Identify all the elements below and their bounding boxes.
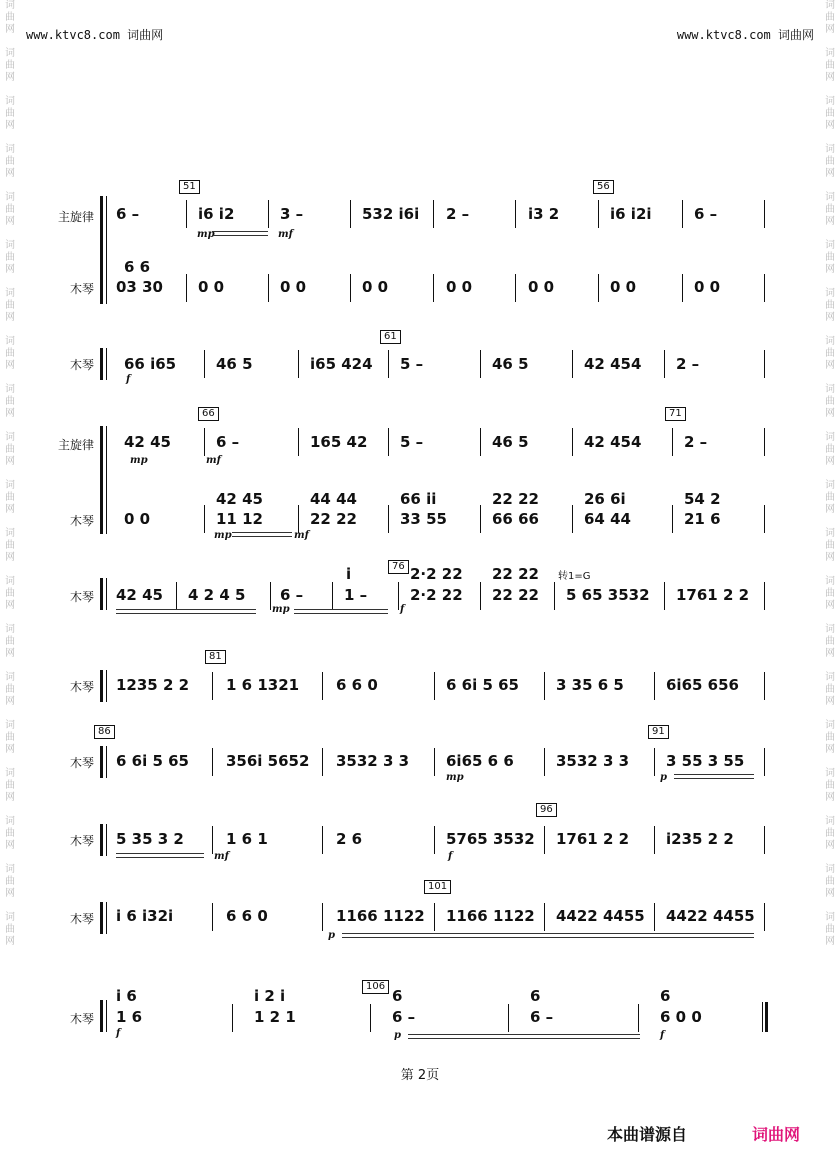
muqin-cell: 2 – xyxy=(676,355,700,373)
muqin-cell: i65 424 xyxy=(310,355,373,373)
dynamic-mark: mf xyxy=(214,851,229,862)
muqin-cell-upper: i 2 i xyxy=(254,987,286,1005)
dynamic-mark: f xyxy=(116,1028,121,1039)
muqin-cell: 66 66 xyxy=(492,510,539,528)
barline xyxy=(672,505,673,533)
barline xyxy=(388,505,389,533)
barline xyxy=(672,428,673,456)
barline xyxy=(764,505,765,533)
barline xyxy=(654,748,655,776)
page-number: 第 2页 xyxy=(400,1068,440,1083)
barline xyxy=(572,350,573,378)
barline xyxy=(186,200,187,228)
muqin-cell: 6 – xyxy=(530,1008,554,1026)
barline xyxy=(434,826,435,854)
instrument-label-muqin: 木琴 xyxy=(69,1012,94,1026)
muqin-cell-upper: 54 2 xyxy=(684,490,721,508)
dynamic-mark: mp xyxy=(446,772,464,783)
barline xyxy=(212,672,213,700)
muqin-cell-upper: i 6 xyxy=(116,987,137,1005)
crescendo-hairpin xyxy=(232,532,292,537)
melody-cell: i3 2 xyxy=(528,205,560,223)
muqin-cell: 4422 4455 xyxy=(556,907,645,925)
melody-cell: 42 454 xyxy=(584,433,642,451)
muqin-cell: 5765 3532 xyxy=(446,830,535,848)
muqin-cell-upper: 2·2 22 xyxy=(410,565,463,583)
muqin-cell: 1 2 1 xyxy=(254,1008,296,1026)
melody-cell: 6 – xyxy=(216,433,240,451)
system-bracket xyxy=(100,348,103,380)
muqin-cell: 1761 2 2 xyxy=(556,830,630,848)
barline xyxy=(332,582,333,610)
muqin-cell: 1 – xyxy=(344,586,368,604)
muqin-cell: 0 0 xyxy=(362,278,389,296)
measure-number: 91 xyxy=(648,725,669,739)
muqin-cell-upper: i xyxy=(346,565,352,583)
barline xyxy=(598,274,599,302)
barline xyxy=(268,200,269,228)
barline xyxy=(388,350,389,378)
barline xyxy=(654,672,655,700)
barline xyxy=(544,672,545,700)
muqin-cell: 0 0 xyxy=(124,510,151,528)
muqin-cell: 4 2 4 5 xyxy=(188,586,246,604)
dynamic-mark: mf xyxy=(206,455,221,466)
melody-cell: 532 i6i xyxy=(362,205,420,223)
crescendo-hairpin xyxy=(294,609,388,614)
muqin-cell: 0 0 xyxy=(610,278,637,296)
barline xyxy=(480,505,481,533)
system-bracket xyxy=(100,670,103,702)
muqin-cell: 1 6 1 xyxy=(226,830,268,848)
system-bracket xyxy=(100,824,103,856)
barline xyxy=(370,1004,371,1032)
barline xyxy=(515,200,516,228)
muqin-cell: 11 12 xyxy=(216,510,263,528)
muqin-cell: i235 2 2 xyxy=(666,830,734,848)
instrument-label-muqin: 木琴 xyxy=(69,358,94,372)
barline xyxy=(544,903,545,931)
barline xyxy=(212,826,213,854)
melody-cell: 5 – xyxy=(400,433,424,451)
muqin-cell: 46 5 xyxy=(216,355,253,373)
barline xyxy=(764,748,765,776)
barline xyxy=(764,200,765,228)
muqin-cell: 42 454 xyxy=(584,355,642,373)
melody-cell: 6 – xyxy=(116,205,140,223)
muqin-cell: 42 45 xyxy=(116,586,163,604)
instrument-label-muqin: 木琴 xyxy=(69,590,94,604)
muqin-cell: 22 22 xyxy=(310,510,357,528)
barline xyxy=(322,903,323,931)
muqin-cell: 22 22 xyxy=(492,586,539,604)
muqin-cell: 1235 2 2 xyxy=(116,676,190,694)
muqin-cell: 6 6 0 xyxy=(336,676,378,694)
barline xyxy=(598,200,599,228)
muqin-cell: 6 – xyxy=(280,586,304,604)
measure-number: 51 xyxy=(179,180,200,194)
barline xyxy=(572,505,573,533)
melody-cell: 6 – xyxy=(694,205,718,223)
muqin-cell-upper: 22 22 xyxy=(492,565,539,583)
muqin-cell: 1761 2 2 xyxy=(676,586,750,604)
barline xyxy=(204,428,205,456)
dynamic-mark: f xyxy=(448,851,453,862)
crescendo-hairpin xyxy=(408,1034,640,1039)
barline xyxy=(186,274,187,302)
brand-logo-text[interactable]: 词曲网 xyxy=(752,1125,801,1144)
crescendo-hairpin xyxy=(342,933,754,938)
dynamic-mark: f xyxy=(400,604,405,615)
muqin-cell-upper: 26 6i xyxy=(584,490,626,508)
barline xyxy=(664,350,665,378)
system-bracket xyxy=(100,426,103,534)
muqin-cell-upper: 44 44 xyxy=(310,490,357,508)
barline xyxy=(270,582,271,610)
muqin-cell: 5 35 3 2 xyxy=(116,830,184,848)
measure-number: 86 xyxy=(94,725,115,739)
measure-number: 96 xyxy=(536,803,557,817)
barline xyxy=(176,582,177,610)
watermark-right: 词 曲 网 词 曲 网 词 曲 网 词 曲 网 词 曲 网 词 曲 网 词 曲 网 词 曲 网 词 曲 网 词 曲 网 词 曲 网 词 曲 网 词 曲 网 词 曲 网 词 曲 网 词 曲 网 词 曲 网 词 曲 网 词 曲 网 词 曲 网 xyxy=(825,0,835,947)
barline xyxy=(350,274,351,302)
dynamic-mark: mp xyxy=(272,604,290,615)
instrument-label-melody: 主旋律 xyxy=(57,438,94,452)
barline xyxy=(508,1004,509,1032)
melody-cell: 2 – xyxy=(446,205,470,223)
barline xyxy=(515,274,516,302)
muqin-cell: 0 0 xyxy=(198,278,225,296)
barline xyxy=(764,826,765,854)
muqin-cell-upper: 6 xyxy=(660,987,671,1005)
barline xyxy=(433,200,434,228)
muqin-cell: 5 – xyxy=(400,355,424,373)
muqin-cell: 6i65 656 xyxy=(666,676,739,694)
instrument-label-muqin: 木琴 xyxy=(69,756,94,770)
barline xyxy=(388,428,389,456)
muqin-cell-upper: 66 ii xyxy=(400,490,437,508)
muqin-cell: 33 55 xyxy=(400,510,447,528)
barline xyxy=(764,428,765,456)
barline xyxy=(764,350,765,378)
barline xyxy=(682,274,683,302)
barline xyxy=(232,1004,233,1032)
melody-cell: 165 42 xyxy=(310,433,368,451)
barline xyxy=(434,903,435,931)
muqin-cell: 66 i65 xyxy=(124,355,177,373)
barline xyxy=(654,826,655,854)
barline xyxy=(322,826,323,854)
muqin-cell: 46 5 xyxy=(492,355,529,373)
barline xyxy=(480,582,481,610)
dynamic-mark: p xyxy=(328,930,335,941)
barline xyxy=(204,505,205,533)
muqin-cell: 2·2 22 xyxy=(410,586,463,604)
instrument-label-muqin: 木琴 xyxy=(69,680,94,694)
barline xyxy=(572,428,573,456)
system-bracket xyxy=(100,196,103,304)
dynamic-mark: mf xyxy=(294,530,309,541)
key-change: 转1=G xyxy=(558,571,591,582)
watermark-left: 词 曲 网 词 曲 网 词 曲 网 词 曲 网 词 曲 网 词 曲 网 词 曲 网 词 曲 网 词 曲 网 词 曲 网 词 曲 网 词 曲 网 词 曲 网 词 曲 网 词 曲 网 词 曲 网 词 曲 网 词 曲 网 词 曲 网 词 曲 网 xyxy=(5,0,15,947)
measure-number: 71 xyxy=(665,407,686,421)
header-url-right: www.ktvc8.com 词曲网 xyxy=(676,28,814,42)
muqin-cell: 1 6 xyxy=(116,1008,143,1026)
muqin-cell: 0 0 xyxy=(446,278,473,296)
muqin-cell: 4422 4455 xyxy=(666,907,755,925)
melody-cell: i6 i2i xyxy=(610,205,652,223)
barline xyxy=(480,428,481,456)
muqin-cell: 3532 3 3 xyxy=(336,752,410,770)
melody-cell: 46 5 xyxy=(492,433,529,451)
muqin-cell: 2 6 xyxy=(336,830,363,848)
instrument-label-melody: 主旋律 xyxy=(57,210,94,224)
instrument-label-muqin: 木琴 xyxy=(69,282,94,296)
melody-cell: 3 – xyxy=(280,205,304,223)
source-text: 本曲谱源自 xyxy=(607,1125,688,1144)
crescendo-hairpin xyxy=(212,231,268,236)
barline xyxy=(398,582,399,610)
barline xyxy=(298,350,299,378)
barline xyxy=(554,582,555,610)
dynamic-mark: p xyxy=(394,1030,401,1041)
instrument-label-muqin: 木琴 xyxy=(69,834,94,848)
dynamic-mark: mp xyxy=(197,229,215,240)
barline xyxy=(298,428,299,456)
muqin-cell-upper: 42 45 xyxy=(216,490,263,508)
barline xyxy=(544,826,545,854)
muqin-cell: 64 44 xyxy=(584,510,631,528)
barline xyxy=(764,582,765,610)
muqin-cell: 0 0 xyxy=(528,278,555,296)
barline xyxy=(764,274,765,302)
final-barline-thick xyxy=(765,1002,768,1032)
final-barline-thin xyxy=(762,1002,763,1032)
system-bracket xyxy=(100,578,103,610)
muqin-cell: 6i65 6 6 xyxy=(446,752,514,770)
muqin-cell: 1 6 1321 xyxy=(226,676,300,694)
muqin-cell: 3532 3 3 xyxy=(556,752,630,770)
muqin-cell: 6 – xyxy=(392,1008,416,1026)
muqin-cell: 5 65 3532 xyxy=(566,586,650,604)
measure-number: 106 xyxy=(362,980,389,994)
barline xyxy=(434,672,435,700)
measure-number: 101 xyxy=(424,880,451,894)
dynamic-mark: mf xyxy=(278,229,293,240)
muqin-cell: 1166 1122 xyxy=(446,907,535,925)
muqin-cell: 21 6 xyxy=(684,510,721,528)
melody-cell: 42 45 xyxy=(124,433,171,451)
barline xyxy=(434,748,435,776)
barline xyxy=(433,274,434,302)
muqin-cell: 6 6i 5 65 xyxy=(116,752,189,770)
barline xyxy=(638,1004,639,1032)
barline xyxy=(350,200,351,228)
crescendo-hairpin xyxy=(674,774,754,779)
system-bracket xyxy=(100,902,103,934)
muqin-cell: 0 0 xyxy=(280,278,307,296)
barline xyxy=(204,350,205,378)
muqin-cell: 03 30 xyxy=(116,278,163,296)
barline xyxy=(654,903,655,931)
measure-number: 61 xyxy=(380,330,401,344)
measure-number: 66 xyxy=(198,407,219,421)
barline xyxy=(764,672,765,700)
muqin-cell-upper: 6 xyxy=(530,987,541,1005)
instrument-label-muqin: 木琴 xyxy=(69,912,94,926)
muqin-cell: 1166 1122 xyxy=(336,907,425,925)
dynamic-mark: mp xyxy=(214,530,232,541)
barline xyxy=(298,505,299,533)
barline xyxy=(682,200,683,228)
barline xyxy=(268,274,269,302)
dynamic-mark: p xyxy=(660,772,667,783)
measure-number: 76 xyxy=(388,560,409,574)
measure-number: 81 xyxy=(205,650,226,664)
system-bracket xyxy=(100,1000,103,1032)
barline xyxy=(212,748,213,776)
instrument-label-muqin: 木琴 xyxy=(69,514,94,528)
muqin-cell-upper: 6 xyxy=(392,987,403,1005)
melody-cell: 2 – xyxy=(684,433,708,451)
muqin-cell: 6 6 0 xyxy=(226,907,268,925)
barline xyxy=(544,748,545,776)
barline xyxy=(764,903,765,931)
muqin-cell: 6 6i 5 65 xyxy=(446,676,519,694)
muqin-cell: 356i 5652 xyxy=(226,752,310,770)
muqin-cell: 0 0 xyxy=(694,278,721,296)
muqin-cell-upper: 6 6 xyxy=(124,258,151,276)
crescendo-hairpin xyxy=(116,609,256,614)
crescendo-hairpin xyxy=(116,853,204,858)
barline xyxy=(322,672,323,700)
muqin-cell: 3 35 6 5 xyxy=(556,676,624,694)
muqin-cell: i 6 i32i xyxy=(116,907,174,925)
barline xyxy=(480,350,481,378)
muqin-cell: 3 55 3 55 xyxy=(666,752,745,770)
melody-cell: i6 i2 xyxy=(198,205,235,223)
muqin-cell: 6 0 0 xyxy=(660,1008,702,1026)
barline xyxy=(322,748,323,776)
dynamic-mark: f xyxy=(126,374,131,385)
header-url-left: www.ktvc8.com 词曲网 xyxy=(26,28,164,42)
dynamic-mark: f xyxy=(660,1030,665,1041)
muqin-cell-upper: 22 22 xyxy=(492,490,539,508)
system-bracket xyxy=(100,746,103,778)
dynamic-mark: mp xyxy=(130,455,148,466)
measure-number: 56 xyxy=(593,180,614,194)
barline xyxy=(212,903,213,931)
barline xyxy=(664,582,665,610)
